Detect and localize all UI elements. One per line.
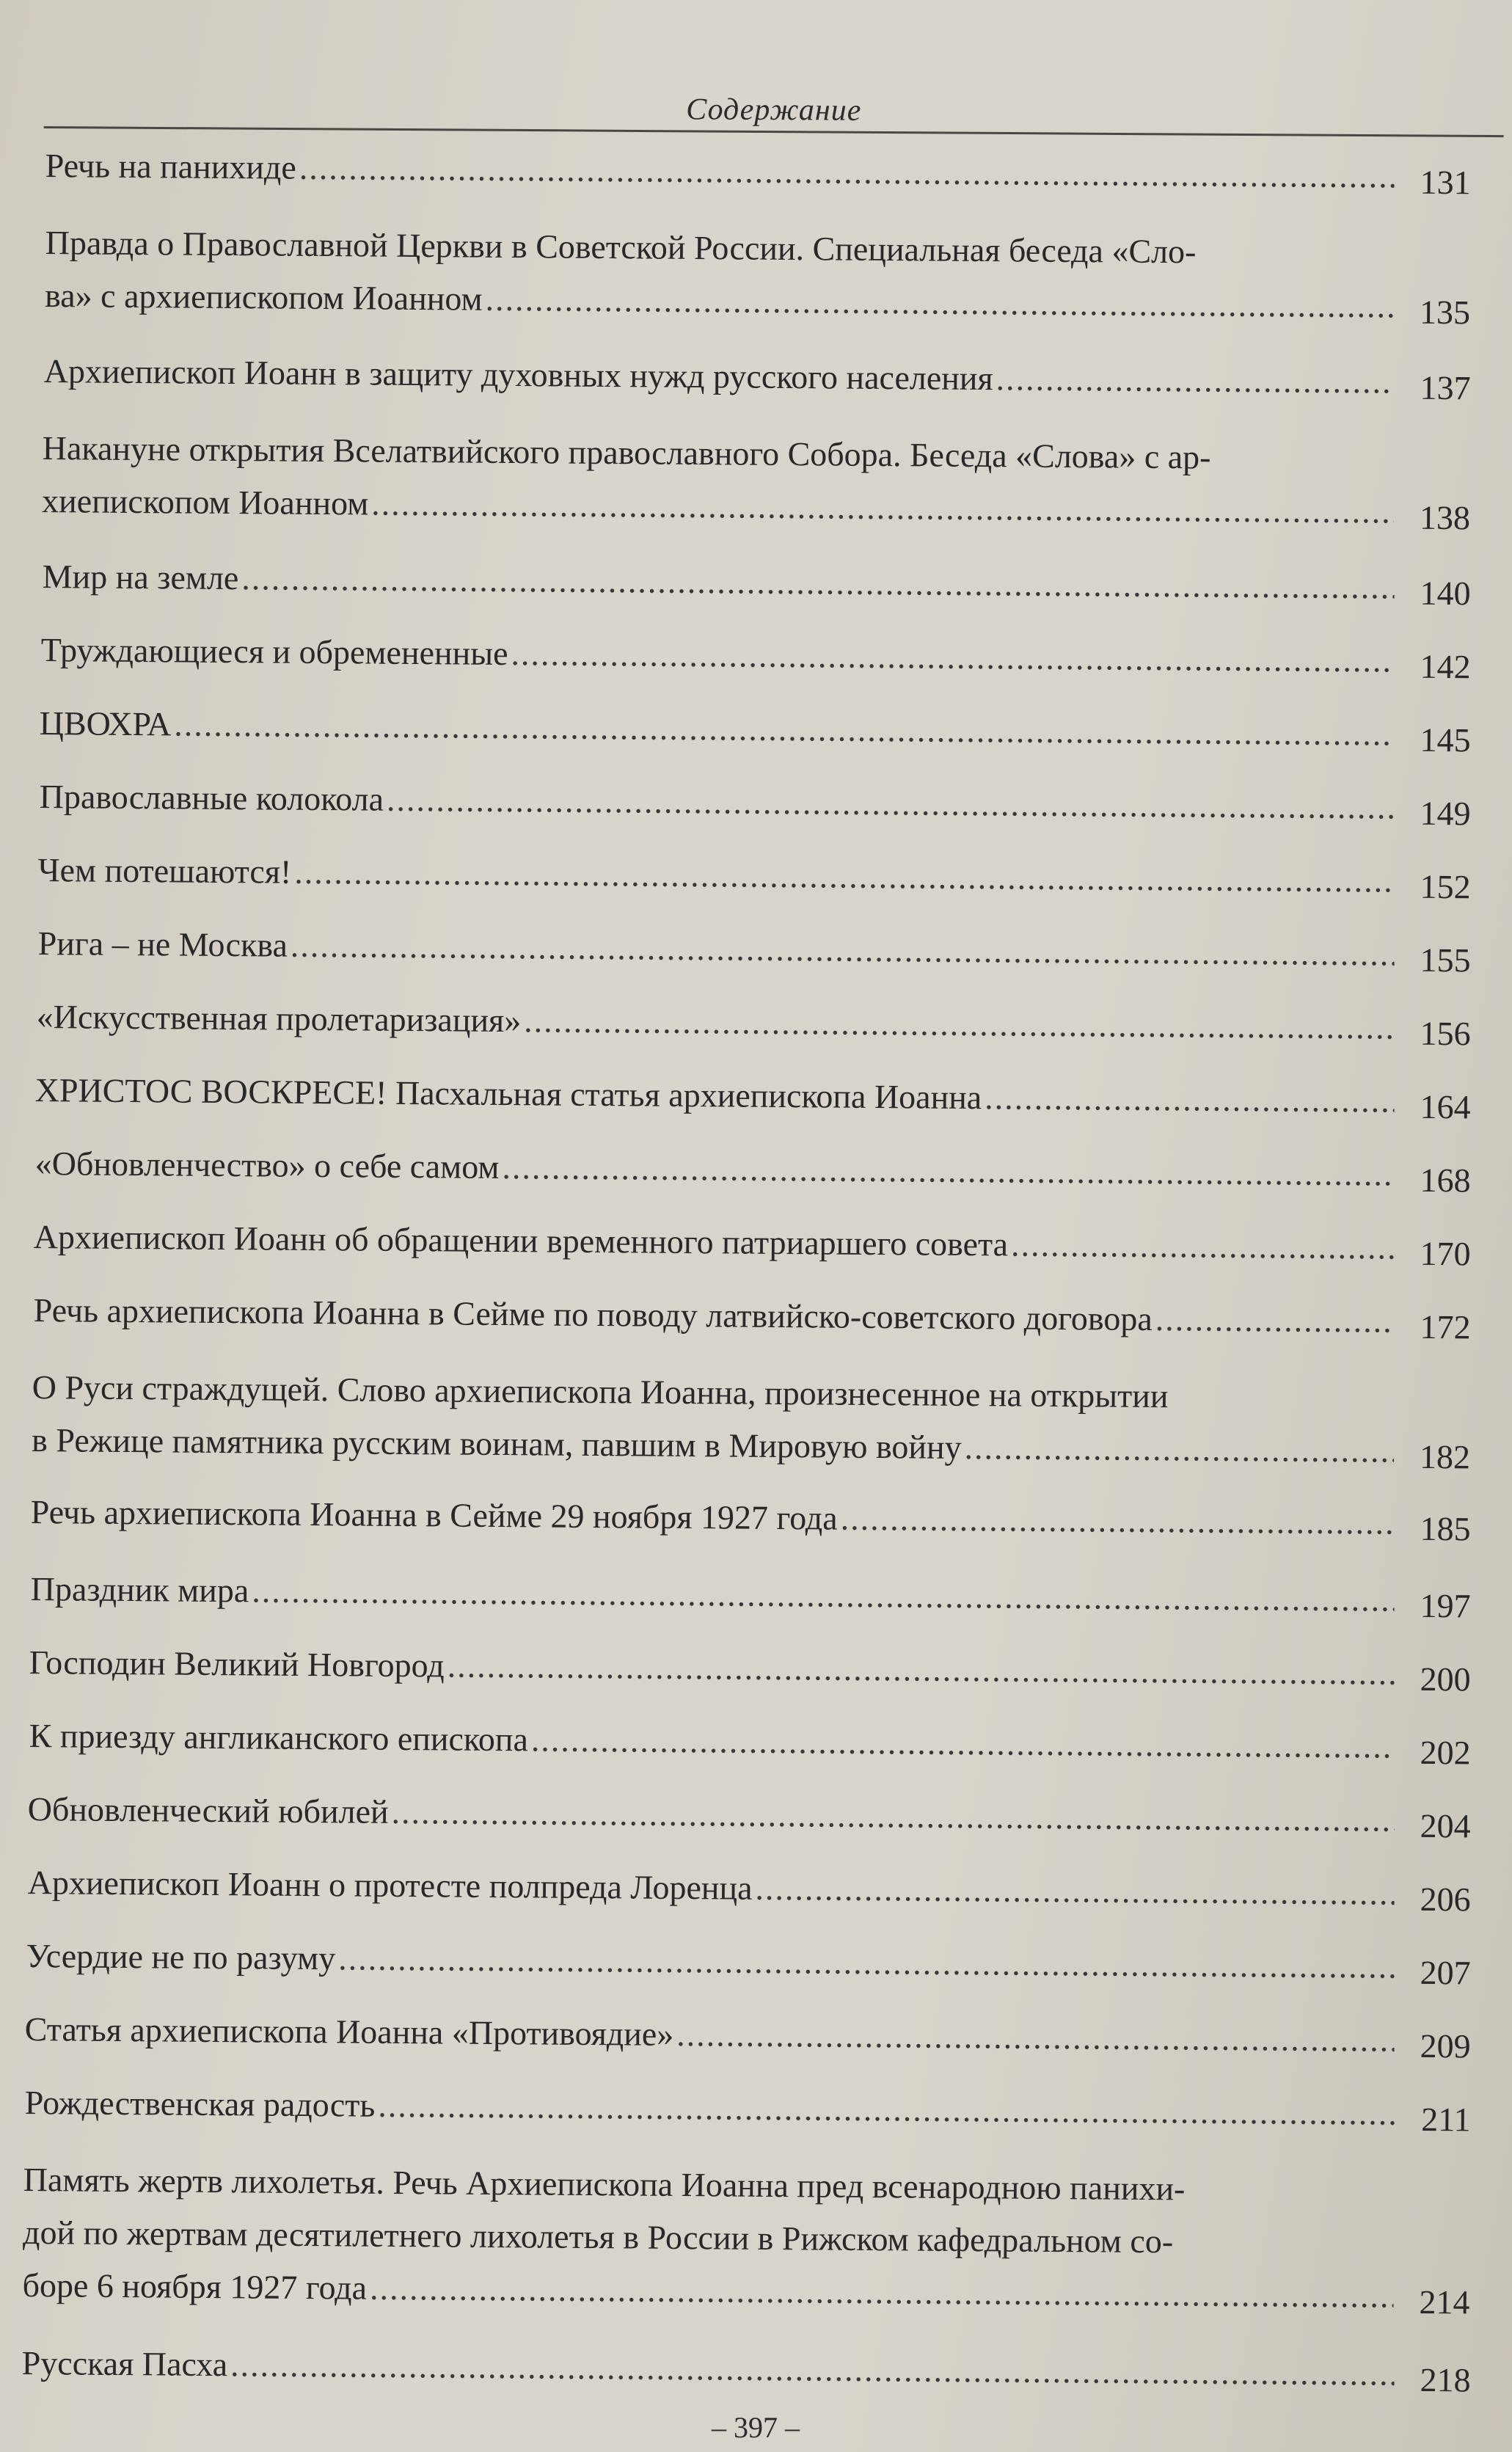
toc-entry-last-line — [30, 1486, 1398, 1550]
toc-entry-title-line: Речь архиепископа Иоанна в Сейме по поводу латвийско-советского договора — [33, 1291, 1153, 1338]
toc-entry-title-line: Православные колокола — [39, 777, 384, 818]
toc-entry-title-line: Усердие не по разуму — [26, 1936, 336, 1977]
toc-entry-last-line — [29, 1636, 1398, 1700]
toc-entry-last-line — [32, 1414, 1398, 1478]
toc-entry-page-number: 197 — [1420, 1586, 1471, 1625]
dot-leader — [387, 773, 1395, 834]
toc-entry-page-number: 152 — [1420, 867, 1471, 906]
toc-entry-page-number: 135 — [1419, 293, 1471, 332]
toc-entry-page-number: 137 — [1420, 368, 1471, 407]
toc-entry-page-number: 155 — [1420, 941, 1471, 979]
toc-entry-last-line — [29, 1710, 1398, 1773]
toc-entry[interactable] — [37, 844, 1471, 908]
toc-entry-title-line: Речь архиепископа Иоанна в Сейме 29 ноября 1927 года — [30, 1492, 838, 1537]
toc-entry[interactable] — [27, 1783, 1471, 1847]
toc-entry-last-line — [37, 844, 1398, 908]
toc-entry-last-line — [42, 550, 1398, 614]
toc-entry-title-line: Накануне открытия Вселатвийского православного Собора. Беседа «Слова» с ар- — [42, 428, 1211, 476]
toc-entry-page-number: 170 — [1420, 1234, 1471, 1273]
toc-entry-page-number: 164 — [1420, 1087, 1471, 1126]
dot-leader — [511, 627, 1395, 687]
toc-entry-title-line: в Режице памятника русским воинам, павшим в Мировую войну — [31, 1420, 962, 1466]
toc-entry-last-line — [33, 1284, 1398, 1348]
toc-entry-title-line: Русская Пасха — [21, 2343, 228, 2384]
toc-entry[interactable] — [39, 770, 1471, 834]
toc-entry[interactable] — [41, 422, 1471, 539]
toc-entry[interactable] — [29, 1636, 1471, 1700]
dot-leader — [338, 1932, 1395, 1993]
dot-leader — [370, 2262, 1394, 2323]
toc-entry-page-number: 168 — [1420, 1161, 1471, 1200]
toc-entry-title-line: ЦВОХРА — [39, 704, 172, 743]
toc-entry-page-number: 145 — [1420, 720, 1471, 759]
dot-leader — [996, 352, 1395, 408]
toc-entry-title-line: боре 6 ноября 1927 года — [22, 2266, 368, 2307]
toc-entry-last-line — [24, 2003, 1398, 2067]
toc-entry[interactable] — [34, 1064, 1471, 1128]
toc-entry-title-line: «Обновленчество» о себе самом — [34, 1144, 500, 1186]
toc-entry-title-line: О Руси страждущей. Слово архиепископа Иоанна, произнесенное на открытии — [32, 1368, 1169, 1415]
toc-entry[interactable] — [34, 1137, 1471, 1201]
dot-leader — [1011, 1218, 1395, 1274]
dot-leader — [755, 1862, 1395, 1920]
toc-entry-last-line — [33, 1211, 1398, 1274]
toc-entry-page-number: 218 — [1420, 2360, 1471, 2399]
dot-leader — [174, 698, 1395, 760]
dot-leader — [252, 1564, 1395, 1626]
dot-leader — [524, 994, 1395, 1054]
toc-entry-title-line: Речь на панихиде — [45, 146, 297, 186]
toc-entry-page-number: 207 — [1420, 1953, 1471, 1992]
toc-entry-title-line: Обновленческий юбилей — [27, 1789, 389, 1831]
dot-leader — [291, 919, 1395, 981]
toc-entry-title-line: дой по жертвам десятилетнего лихолетья в России в Рижском кафедральном со- — [22, 2213, 1174, 2261]
dot-leader — [378, 2079, 1395, 2140]
toc-entry-title-line: Память жертв лихолетья. Речь Архиепископа Иоанна пред всенародною панихи- — [23, 2160, 1186, 2208]
toc-entry[interactable] — [33, 1211, 1471, 1274]
toc-entry[interactable] — [22, 2153, 1470, 2323]
toc-entry[interactable] — [26, 1930, 1471, 1993]
toc-entry-last-line — [45, 269, 1398, 332]
toc-entry[interactable] — [40, 624, 1471, 687]
toc-entry[interactable] — [31, 1361, 1471, 1478]
toc-entry-last-line — [27, 1783, 1398, 1847]
toc-entry-page-number: 172 — [1420, 1307, 1471, 1346]
toc-entry[interactable] — [45, 139, 1471, 202]
dot-leader — [230, 2338, 1395, 2400]
toc-entry-page-number: 214 — [1419, 2283, 1470, 2321]
dot-leader — [391, 1786, 1395, 1847]
toc-entry[interactable] — [30, 1486, 1471, 1550]
toc-entry-title-line: Господин Великий Новгород — [29, 1643, 445, 1685]
toc-entry-title-line: К приезду англиканского епископа — [29, 1716, 529, 1759]
toc-entry-last-line — [27, 1856, 1398, 1920]
toc-entry-last-line — [22, 2259, 1397, 2323]
toc-entry[interactable] — [24, 2076, 1471, 2140]
toc-entry-last-line — [40, 624, 1398, 687]
toc-entry[interactable] — [39, 697, 1471, 761]
toc-entry-page-number: 202 — [1420, 1733, 1471, 1772]
toc-entry-last-line — [26, 1930, 1398, 1993]
dot-leader — [294, 846, 1395, 908]
toc-entry-title-line: Архиепископ Иоанн в защиту духовных нужд русского населения — [43, 351, 993, 398]
toc-entry[interactable] — [29, 1710, 1471, 1773]
toc-entry-last-line — [39, 770, 1398, 834]
toc-entry-page-number: 140 — [1420, 574, 1471, 613]
toc-entry[interactable] — [24, 2003, 1471, 2067]
toc-entry-last-line — [34, 1064, 1398, 1128]
dot-leader — [676, 2008, 1395, 2067]
toc-entry[interactable] — [36, 990, 1471, 1054]
toc-entry-page-number: 185 — [1420, 1509, 1471, 1548]
dot-leader — [371, 478, 1394, 539]
toc-entry-last-line — [42, 475, 1398, 539]
toc-entry-title-line: Архиепископ Иоанн о протесте полпреда Лоренца — [27, 1863, 753, 1907]
dot-leader — [1155, 1293, 1394, 1348]
toc-entry-page-number: 200 — [1420, 1660, 1471, 1698]
toc-entry[interactable] — [21, 2337, 1471, 2401]
toc-entry-title-line: Рига – не Москва — [37, 924, 288, 964]
toc-entry[interactable] — [27, 1856, 1471, 1920]
toc-entry-page-number: 182 — [1419, 1437, 1471, 1476]
dot-leader — [485, 273, 1394, 333]
toc-entry-last-line — [37, 917, 1398, 981]
toc-entry-title-line: хиепископом Иоанном — [41, 481, 369, 522]
toc-entry-title-line: Труждающиеся и обремененные — [40, 630, 508, 672]
dot-leader — [531, 1713, 1395, 1773]
dot-leader — [241, 552, 1395, 613]
dot-leader — [985, 1071, 1395, 1127]
toc-entry-page-number: 138 — [1419, 498, 1471, 537]
toc-entry-last-line — [24, 2076, 1398, 2140]
toc-entry-page-number: 209 — [1420, 2026, 1471, 2065]
toc-entry-title-line: ХРИСТОС ВОСКРЕСЕ! Пасхальная статья архиепископа Иоанна — [34, 1070, 982, 1117]
toc-entry-last-line — [39, 697, 1398, 761]
toc-entry-last-line — [30, 1563, 1398, 1627]
toc-entry-title-line: Правда о Православной Церкви в Советской России. Специальная беседа «Сло- — [45, 223, 1197, 271]
toc-entry-title-line: Статья архиепископа Иоанна «Противоядие» — [24, 2010, 674, 2053]
toc-entry-title-line: Праздник мира — [30, 1569, 249, 1610]
toc-entry-title-line: Чем потешаются! — [37, 850, 292, 891]
toc-entry[interactable] — [43, 345, 1471, 408]
toc-entry-page-number: 156 — [1420, 1014, 1471, 1053]
toc-entry-title-line: Архиепископ Иоанн об обращении временного патриаршего совета — [33, 1217, 1009, 1263]
toc-entry[interactable] — [37, 917, 1471, 981]
dot-leader — [964, 1421, 1394, 1478]
toc-entry-title-line: ва» с архиепископом Иоанном — [44, 276, 483, 318]
dot-leader — [447, 1639, 1394, 1699]
page-number: – 397 – — [712, 2411, 800, 2444]
toc-entry-last-line — [43, 345, 1398, 408]
toc-entry-page-number: 131 — [1420, 163, 1471, 202]
toc-entry[interactable] — [30, 1563, 1471, 1627]
toc-entry[interactable] — [42, 550, 1471, 614]
dot-leader — [840, 1492, 1395, 1550]
toc-entry-last-line — [45, 139, 1398, 202]
toc-entry-page-number: 149 — [1420, 794, 1471, 833]
toc-entry-title-line: Мир на земле — [42, 557, 239, 597]
page-title: Содержание — [686, 92, 862, 128]
toc-entry-last-line — [21, 2337, 1398, 2401]
toc-entry[interactable] — [33, 1284, 1471, 1348]
toc-entry-page-number: 211 — [1421, 2100, 1471, 2139]
toc-entry-last-line — [36, 990, 1398, 1054]
toc-entry-last-line — [34, 1137, 1398, 1201]
toc-entry-page-number: 142 — [1420, 647, 1471, 686]
dot-leader — [502, 1141, 1395, 1201]
toc-entry[interactable] — [44, 216, 1471, 332]
toc-entry-title-line: Рождественская радость — [24, 2083, 376, 2124]
dot-leader — [299, 142, 1395, 203]
toc-entry-page-number: 206 — [1420, 1880, 1471, 1919]
toc-entry-page-number: 204 — [1420, 1806, 1471, 1845]
toc-entry-title-line: «Искусственная пролетаризация» — [36, 997, 522, 1040]
